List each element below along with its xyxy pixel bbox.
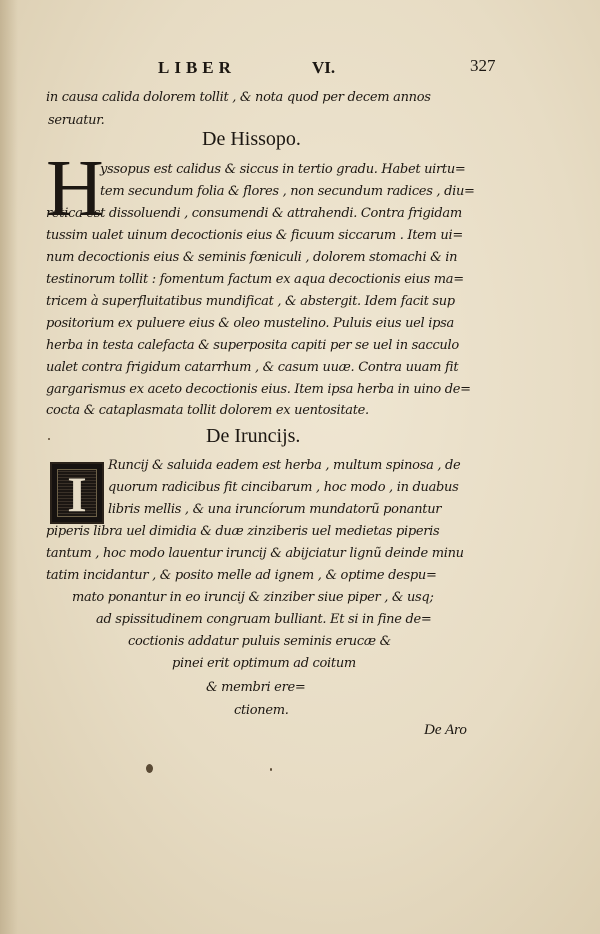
text-line: tantum , hoc modo lauentur iruncij & abijciatur lignũ deinde minu bbox=[46, 546, 464, 561]
ink-speck bbox=[48, 438, 50, 440]
text-line: testinorum tollit : fomentum factum ex aqua decoctionis eius ma= bbox=[46, 272, 464, 287]
text-line: tricem à superfluitatibus mundificat , & abstergit. Idem facit sup bbox=[46, 294, 455, 309]
drop-cap-h: H bbox=[46, 145, 104, 233]
text-line: seruatur. bbox=[48, 113, 105, 128]
text-line: Runcij & saluida eadem est herba , multum spinosa , de bbox=[108, 458, 461, 473]
catchword: De Aro bbox=[424, 722, 467, 738]
text-line: ad spissitudinem congruam bulliant. Et si in fine de= bbox=[96, 612, 432, 627]
text-line: cocta & cataplasmata tollit dolorem ex uentositate. bbox=[46, 403, 369, 418]
text-line: libris mellis , & una iruncíorum mundatorũ ponantur bbox=[108, 502, 442, 517]
section-heading-hissopo: De Hissopo. bbox=[202, 128, 301, 150]
text-line: mato ponantur in eo iruncij & zinziber siue piper , & usq; bbox=[72, 590, 434, 605]
ink-speck bbox=[270, 768, 272, 771]
text-line: retica est dissoluendi , consumendi & attrahendi. Contra frigidam bbox=[46, 206, 462, 221]
ornamented-initial-i bbox=[50, 462, 104, 524]
text-line: tem secundum folia & flores , non secundum radices , diu= bbox=[100, 184, 475, 199]
text-line: num decoctionis eius & seminis fœniculi , dolorem stomachi & in bbox=[46, 250, 458, 265]
text-line: positorium ex puluere eius & oleo mustelino. Puluis eius uel ipsa bbox=[46, 316, 454, 331]
running-header bbox=[0, 58, 600, 82]
ink-stain bbox=[146, 764, 153, 773]
text-line: & membri ere= bbox=[206, 680, 306, 695]
text-line: tatim incidantur , & posito melle ad ignem , & optime despu= bbox=[46, 568, 437, 583]
text-line: yssopus est calidus & siccus in tertio gradu. Habet uirtu= bbox=[100, 162, 466, 177]
text-line: coctionis addatur puluis seminis erucæ & bbox=[128, 634, 391, 649]
text-line: pinei erit optimum ad coitum bbox=[172, 656, 356, 671]
text-line: ctionem. bbox=[234, 703, 289, 718]
text-line: in causa calida dolorem tollit , & nota quod per decem annos bbox=[46, 90, 431, 105]
text-line: herba in testa calefacta & superposita capiti per se uel in sacculo bbox=[46, 338, 459, 353]
text-line: piperis libra uel dimidia & duæ zinziberis uel medietas piperis bbox=[46, 524, 440, 539]
text-line: ualet contra frigidum catarrhum , & casum uuæ. Contra uuam fit bbox=[46, 360, 459, 375]
page-number: 327 bbox=[470, 56, 496, 75]
chapter-number: VI. bbox=[312, 58, 336, 77]
initial-letter: I bbox=[67, 466, 87, 522]
section-heading-iruncijs: De Iruncijs. bbox=[206, 425, 301, 447]
page-gutter-shadow bbox=[0, 0, 18, 934]
text-line: quorum radicibus fit cincibarum , hoc modo , in duabus bbox=[108, 480, 459, 495]
text-line: tussim ualet uinum decoctionis eius & ficuum siccarum . Item ui= bbox=[46, 228, 463, 243]
running-title: LIBER bbox=[158, 58, 236, 77]
text-line: gargarismus ex aceto decoctionis eius. Item ipsa herba in uino de= bbox=[46, 382, 471, 397]
